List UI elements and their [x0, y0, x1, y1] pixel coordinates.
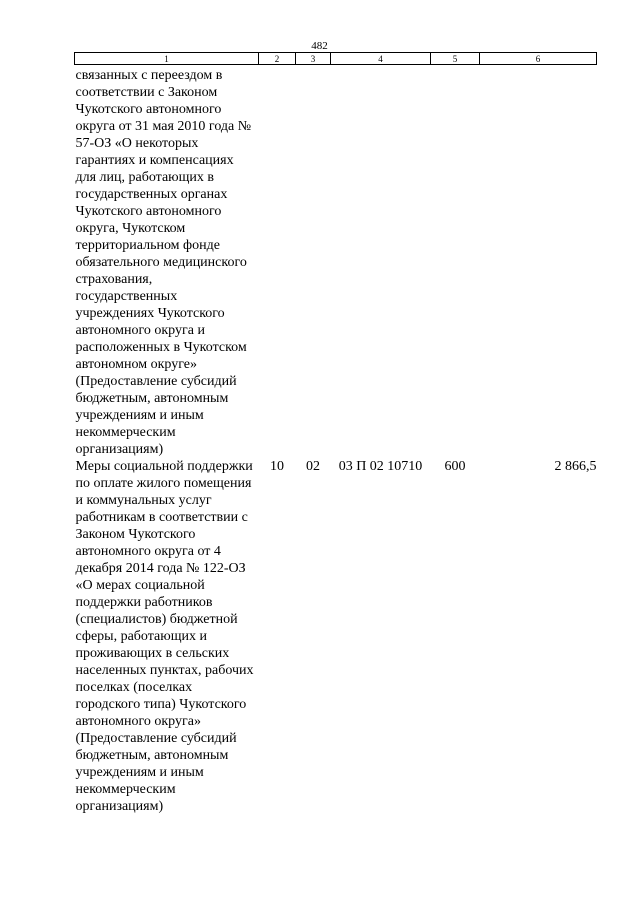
header-col-3: 3	[296, 53, 331, 65]
row-subsection: 02	[306, 459, 320, 474]
row-amount	[480, 65, 597, 459]
row-subsection	[296, 65, 331, 459]
row-expense-type: 600	[444, 459, 466, 474]
row-amount: 2 866,5	[554, 459, 597, 474]
row-description	[75, 65, 259, 459]
header-col-1: 1	[75, 53, 259, 65]
header-col-5: 5	[431, 53, 480, 65]
header-col-2: 2	[259, 53, 296, 65]
row-target-article: 03 П 02 10710	[338, 459, 423, 474]
page-number: 482	[311, 40, 328, 52]
header-row	[75, 53, 597, 65]
row-description-text: связанных с переездом в соответствии с Законом Чукотского автономного округа от 31 мая 2010 года № 57-ОЗ «О некоторых гарантиях и компенсациях для лиц, работающих в государственных органах Чукотского автономного округа, Чукотском территориальном фонде обязательного медицинского страхования, государственных учреждениях Чукотского автономного округа и расположенных в Чукотском автономном округе» (Предоставление субсидий бюджетным, автономным учреждениям и иным некоммерческим организациям)	[75, 68, 252, 457]
header-col-6: 6	[480, 53, 597, 65]
table-row	[75, 65, 597, 459]
table-row	[75, 458, 597, 815]
header-col-4: 4	[331, 53, 431, 65]
row-description-text: Меры социальной поддержки по оплате жилого помещения и коммунальных услуг работникам в соответствии с Законом Чукотского автономного округа от 4 декабря 2014 года № 122-ОЗ «О мерах социальной поддержки работников (специалистов) бюджетной сферы, работающих и проживающих в сельских населенных пунктах, рабочих поселках (поселках городского типа) Чукотского автономного округа» (Предоставление субсидий бюджетным, автономным учреждениям и иным некоммерческим организациям)	[75, 459, 254, 814]
budget-table	[74, 52, 597, 815]
row-description	[75, 458, 259, 815]
row-target-article	[331, 65, 431, 459]
row-section: 10	[270, 459, 284, 474]
row-section	[259, 65, 296, 459]
row-expense-type	[431, 65, 480, 459]
